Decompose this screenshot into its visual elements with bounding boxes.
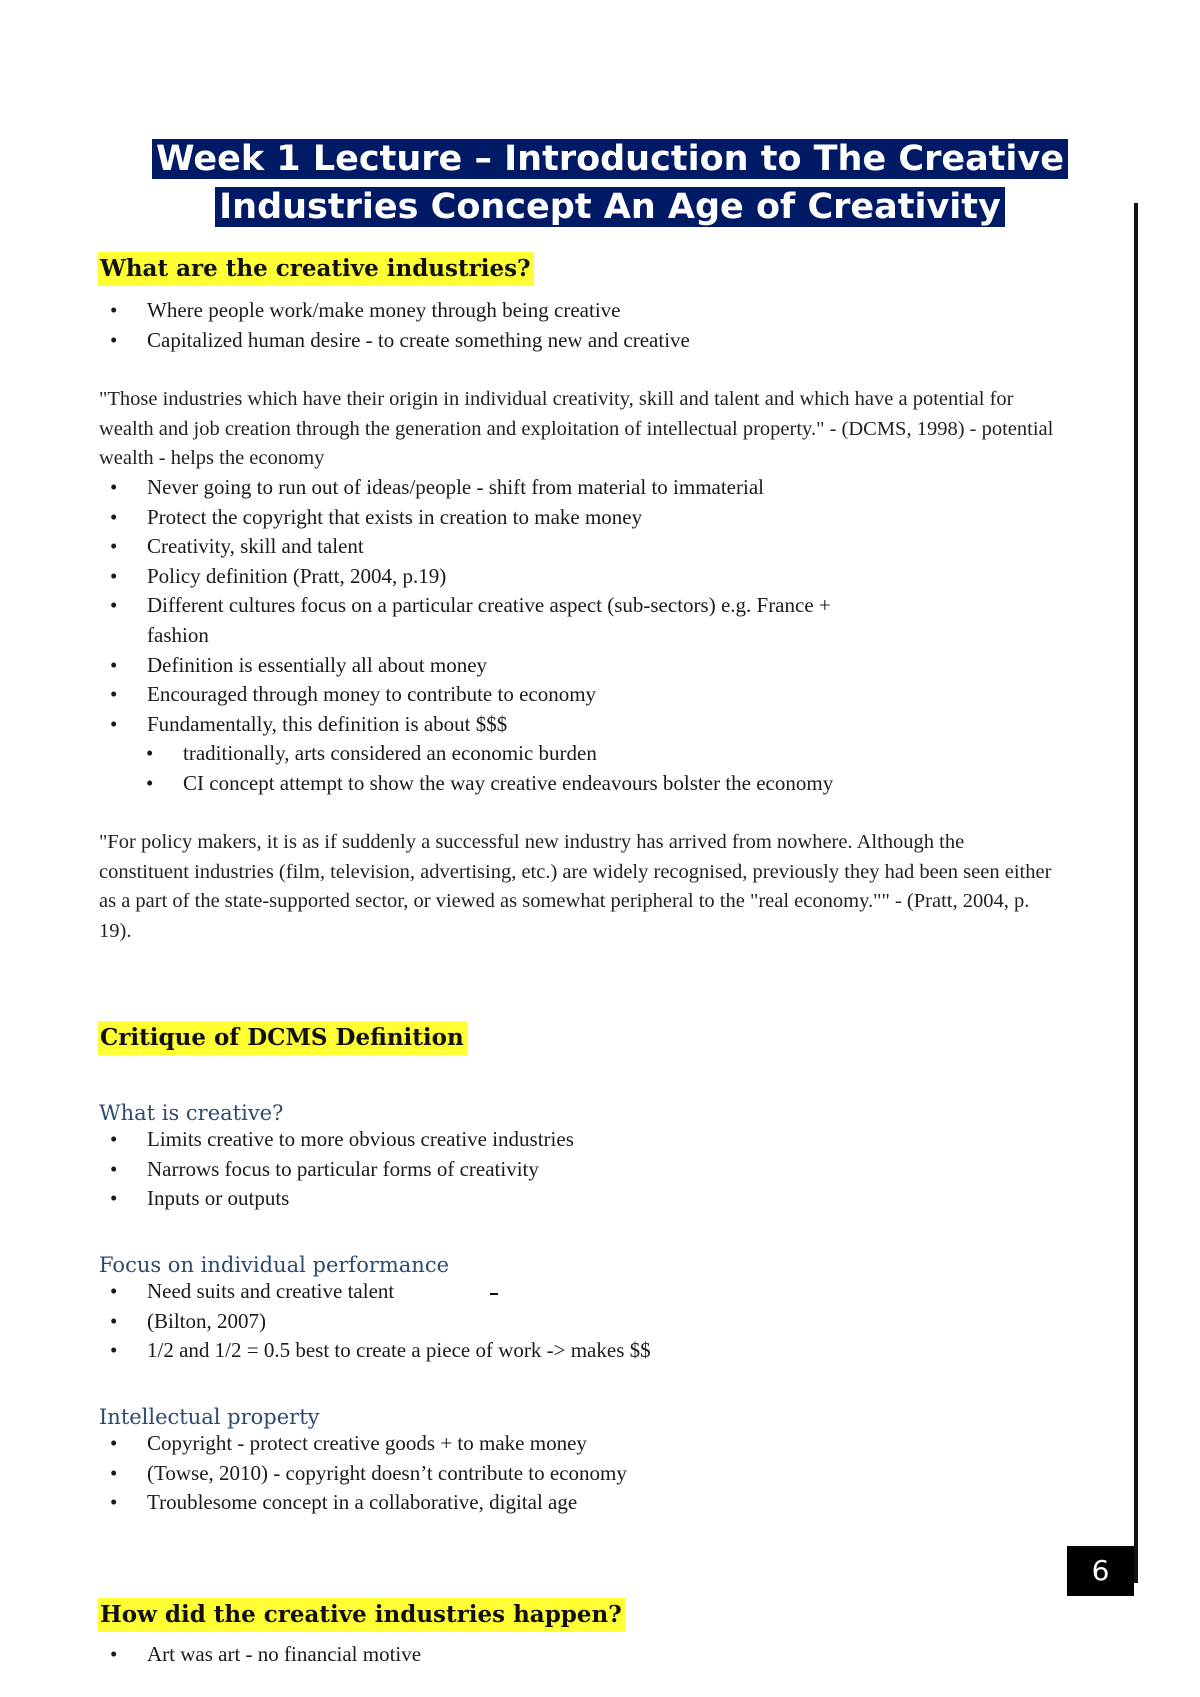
list-item: • Never going to run out of ideas/people - shift from material to immaterial [99, 473, 889, 503]
list-item: • Where people work/make money through being creative [99, 296, 1039, 326]
heading-how-did: How did the creative industries happen? [98, 1598, 625, 1632]
list-item: • Narrows focus to particular forms of creativity [99, 1155, 1039, 1185]
pratt-quote: "For policy makers, it is as if suddenly a successful new industry has arrived from nowhere. Although the constituent industries (film, television, advertising, etc.) are widely recognised, previously they had been seen either as a part of the state-supported sector, or viewed as somewhat peripheral to the "real economy."" - (Pratt, 2004, p. 19). [99, 831, 1052, 942]
title-line-2: Industries Concept An Age of Creativity [215, 187, 1005, 227]
page-title [140, 135, 1080, 231]
page-number: 6 [1067, 1546, 1134, 1596]
list-item: • (Towse, 2010) - copyright doesn’t contribute to economy [99, 1459, 1039, 1489]
list-item: • Creativity, skill and talent [99, 532, 889, 562]
stray-dash-mark [490, 1293, 498, 1295]
sub-list-item: • traditionally, arts considered an economic burden [99, 739, 889, 769]
subheading-ip: Intellectual property [99, 1405, 320, 1429]
list-item: • Art was art - no financial motive [99, 1640, 1039, 1670]
list-item: • (Bilton, 2007) [99, 1307, 1039, 1337]
list-item: • Fundamentally, this definition is about $$$ [99, 710, 889, 740]
dcms-notes-list [99, 473, 889, 799]
subheading-focus: Focus on individual performance [99, 1253, 450, 1277]
list-item: • Different cultures focus on a particular creative aspect (sub-sectors) e.g. France + fashion [99, 591, 889, 650]
list-item: • 1/2 and 1/2 = 0.5 best to create a piece of work -> makes $$ [99, 1336, 1039, 1366]
list-item: • Troublesome concept in a collaborative, digital age [99, 1488, 1039, 1518]
title-line-1: Week 1 Lecture – Introduction to The Creative [152, 139, 1068, 179]
focus-list [99, 1277, 1039, 1366]
heading-critique: Critique of DCMS Definition [98, 1021, 467, 1055]
list-item: • Limits creative to more obvious creative industries [99, 1125, 1039, 1155]
margin-rule [1134, 203, 1138, 1583]
how-did-list [99, 1640, 1039, 1670]
list-item: • Capitalized human desire - to create something new and creative [99, 326, 1039, 356]
list-item: • Inputs or outputs [99, 1184, 1039, 1214]
dcms-quote: "Those industries which have their origin in individual creativity, skill and talent and which have a potential for wealth and job creation through the generation and exploitation of intellectual property." - (DCMS, 1998) - potential wealth - helps the economy [99, 388, 1054, 470]
sub-list-item: • CI concept attempt to show the way creative endeavours bolster the economy [99, 769, 889, 799]
list-item: • Need suits and creative talent [99, 1277, 1039, 1307]
list-item: • Protect the copyright that exists in creation to make money [99, 503, 889, 533]
what-are-list [99, 296, 1039, 355]
what-is-creative-list [99, 1125, 1039, 1214]
heading-what-are: What are the creative industries? [98, 252, 534, 286]
list-item: • Definition is essentially all about money [99, 651, 889, 681]
list-item: • Copyright - protect creative goods + to make money [99, 1429, 1039, 1459]
list-item: • Policy definition (Pratt, 2004, p.19) [99, 562, 889, 592]
list-item: • Encouraged through money to contribute to economy [99, 680, 889, 710]
ip-list [99, 1429, 1039, 1518]
subheading-what-is-creative: What is creative? [99, 1101, 284, 1125]
